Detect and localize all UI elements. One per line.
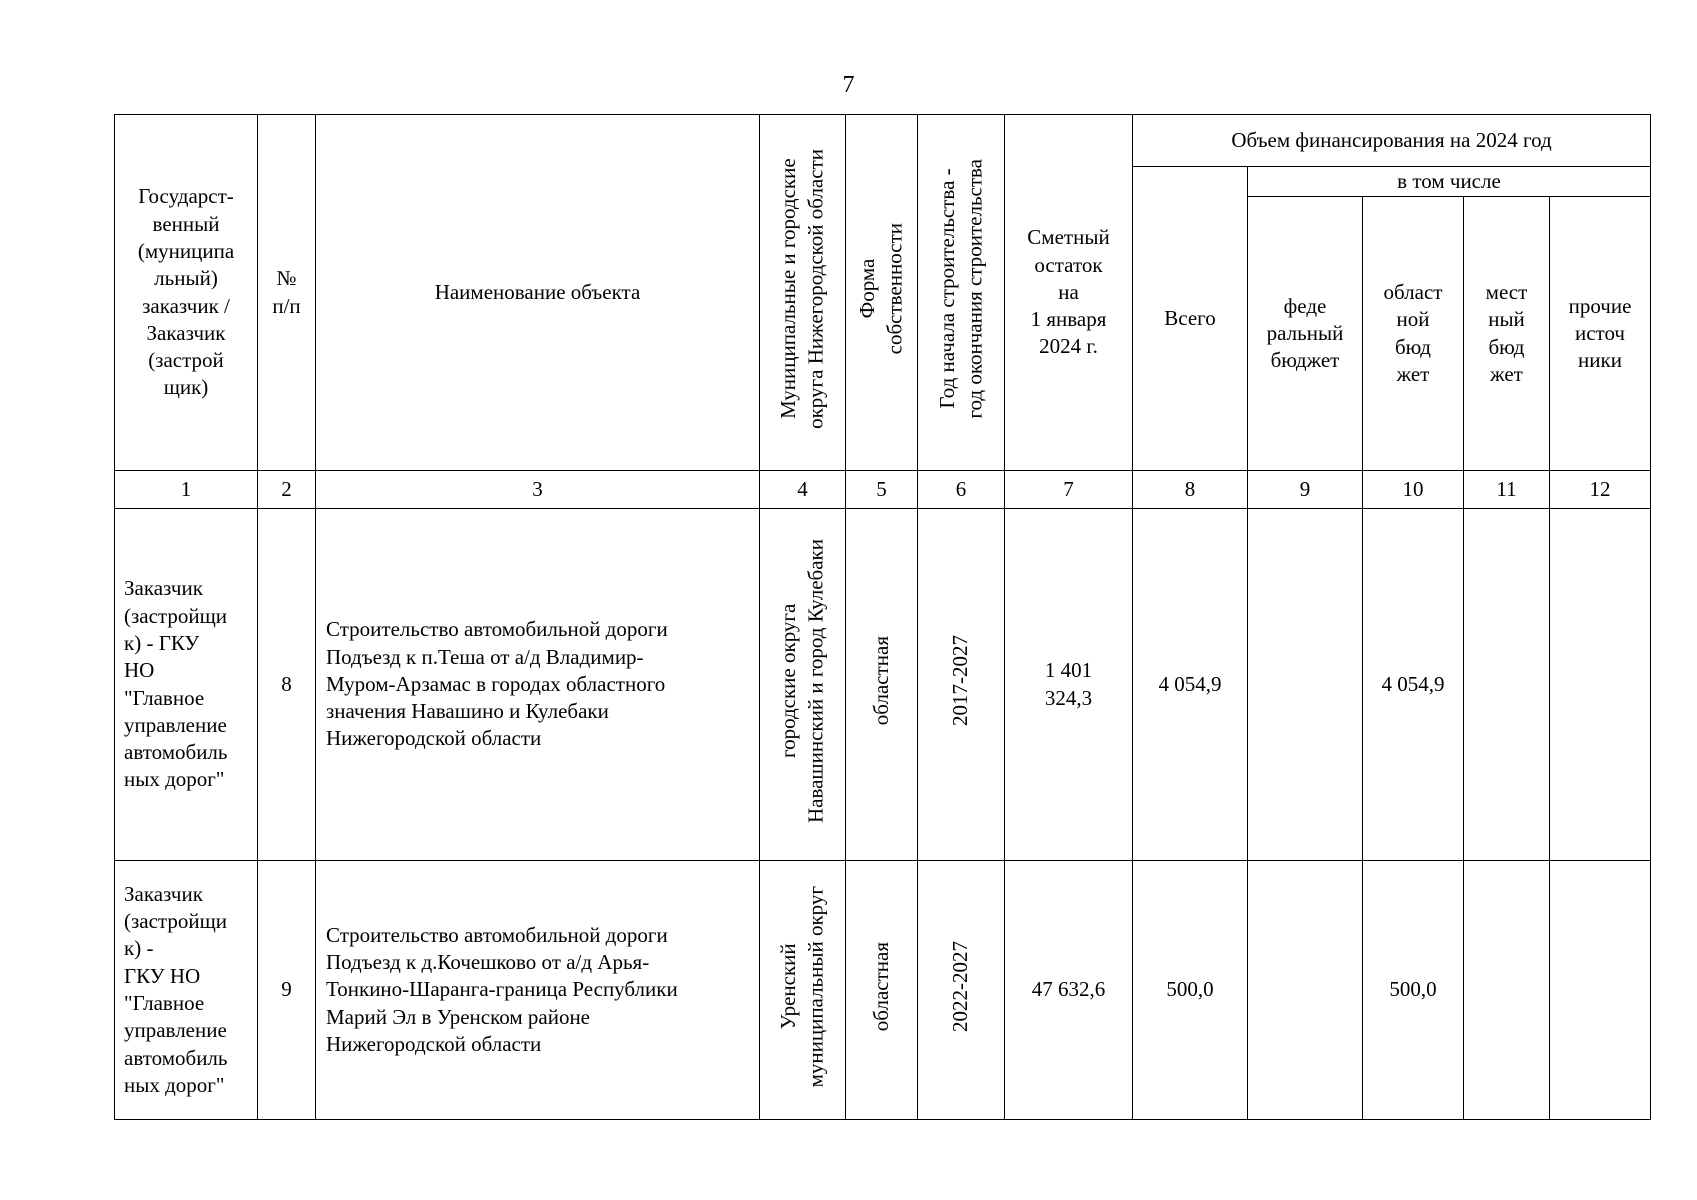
column-number: 7 <box>1005 471 1133 509</box>
column-number: 8 <box>1133 471 1248 509</box>
header-customer: Государст- венный (муниципа льный) заказчик / Заказчик (застрой щик) <box>115 115 258 471</box>
column-number: 11 <box>1464 471 1550 509</box>
column-number: 12 <box>1550 471 1651 509</box>
column-number: 2 <box>258 471 316 509</box>
cell-estimate-balance: 47 632,6 <box>1005 861 1133 1120</box>
table-row <box>115 509 1651 861</box>
column-number: 6 <box>918 471 1005 509</box>
column-numbers-row <box>115 471 1651 509</box>
column-number: 3 <box>316 471 760 509</box>
cell-customer: Заказчик (застройщи к) - ГКУ НО "Главное управление автомобиль ных дорог" <box>115 509 258 861</box>
cell-years: 2017-2027 <box>918 509 1005 861</box>
cell-other <box>1550 861 1651 1120</box>
cell-local <box>1464 861 1550 1120</box>
header-years: Год начала строительства - год окончания строительства <box>918 115 1005 471</box>
column-number: 9 <box>1248 471 1363 509</box>
cell-object-name: Строительство автомобильной дороги Подъезд к п.Теша от а/д Владимир- Муром-Арзамас в городах областного значения Навашино и Кулебаки Нижегородской области <box>316 509 760 861</box>
header-district: Муниципальные и городские округа Нижегородской области <box>760 115 846 471</box>
header-total: Всего <box>1133 167 1248 471</box>
header-federal: феде ральный бюджет <box>1248 197 1363 471</box>
cell-total: 500,0 <box>1133 861 1248 1120</box>
header-regional: област ной бюд жет <box>1363 197 1464 471</box>
cell-total: 4 054,9 <box>1133 509 1248 861</box>
cell-customer: Заказчик (застройщи к) - ГКУ НО "Главное управление автомобиль ных дорог" <box>115 861 258 1120</box>
cell-regional: 4 054,9 <box>1363 509 1464 861</box>
cell-object-name: Строительство автомобильной дороги Подъезд к д.Кочешково от а/д Арья- Тонкино-Шаранга-граница Республики Марий Эл в Уренском районе Нижегородской области <box>316 861 760 1120</box>
header-including: в том числе <box>1248 167 1651 197</box>
page-number: 7 <box>842 72 855 98</box>
header-local: мест ный бюд жет <box>1464 197 1550 471</box>
header-ownership: Форма собственности <box>846 115 918 471</box>
header-object-name: Наименование объекта <box>316 115 760 471</box>
cell-estimate-balance: 1 401 324,3 <box>1005 509 1133 861</box>
cell-regional: 500,0 <box>1363 861 1464 1120</box>
header-other: прочие источ ники <box>1550 197 1651 471</box>
column-number: 1 <box>115 471 258 509</box>
table-row <box>115 861 1651 1120</box>
column-number: 10 <box>1363 471 1464 509</box>
cell-number: 9 <box>258 861 316 1120</box>
cell-local <box>1464 509 1550 861</box>
cell-district: городские округа Навашинский и город Кулебаки <box>760 509 846 861</box>
column-number: 5 <box>846 471 918 509</box>
header-funding-group: Объем финансирования на 2024 год <box>1133 115 1651 167</box>
cell-other <box>1550 509 1651 861</box>
header-number: № п/п <box>258 115 316 471</box>
cell-ownership: областная <box>846 509 918 861</box>
column-number: 4 <box>760 471 846 509</box>
cell-ownership: областная <box>846 861 918 1120</box>
cell-number: 8 <box>258 509 316 861</box>
cell-federal <box>1248 861 1363 1120</box>
header-estimate-balance: Сметный остаток на 1 января 2024 г. <box>1005 115 1133 471</box>
cell-district: Уренский муниципальный округ <box>760 861 846 1120</box>
cell-federal <box>1248 509 1363 861</box>
construction-funding-table <box>114 114 1651 1120</box>
cell-years: 2022-2027 <box>918 861 1005 1120</box>
header-row-1 <box>115 115 1651 167</box>
